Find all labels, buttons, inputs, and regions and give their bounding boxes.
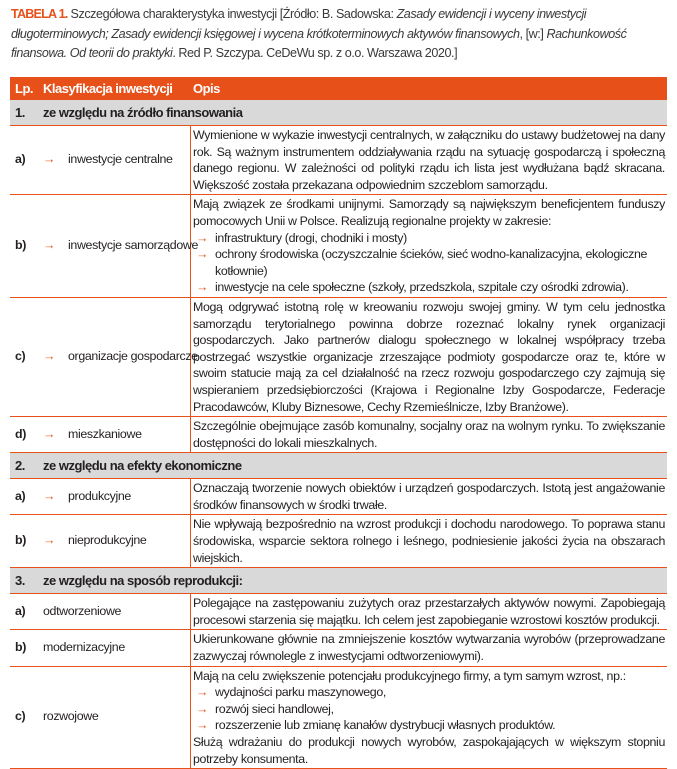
header-opis: Opis xyxy=(193,81,220,96)
row-lp: b) xyxy=(15,533,26,548)
header-lp: Lp. xyxy=(15,81,33,96)
arrow-icon: → xyxy=(43,238,56,253)
arrow-icon: → xyxy=(43,349,56,364)
arrow-icon: → xyxy=(196,230,209,245)
row-description xyxy=(193,630,667,665)
arrow-icon: → xyxy=(43,152,56,167)
section-title: ze względu na efekty ekonomiczne xyxy=(43,458,242,474)
column-divider xyxy=(190,515,191,567)
row-classification: inwestycje centralne xyxy=(68,152,173,167)
column-divider xyxy=(190,417,191,452)
section-title: ze względu na sposób reprodukcji: xyxy=(43,573,243,589)
arrow-icon: → xyxy=(43,533,56,548)
row-description xyxy=(193,594,667,629)
section-header xyxy=(10,453,667,479)
list-item-text: ochrony środowiska (oczyszczalnie ścieków, sieć wodno-kanalizacyjna, ekologiczne kotłownie) xyxy=(215,247,648,278)
caption-title-2: Rachunkowość finansowa. Od teorii do praktyki xyxy=(11,26,627,60)
list-item-text: rozszerzenie lub zmianę kanałów dystrybucji własnych produktów. xyxy=(215,718,556,733)
section-header xyxy=(10,568,667,594)
column-divider xyxy=(190,630,191,665)
description-list xyxy=(193,684,665,734)
row-lp: a) xyxy=(15,152,26,167)
column-divider xyxy=(190,479,191,514)
table-row xyxy=(10,298,667,417)
arrow-icon: → xyxy=(196,718,209,733)
table-header xyxy=(10,77,667,100)
row-lp: a) xyxy=(15,488,26,503)
row-lp: c) xyxy=(15,709,26,724)
description-text: Mają na celu zwiększenie potencjału produkcyjnego firmy, a tym samym wzrost, np.: xyxy=(193,668,626,683)
row-lp: d) xyxy=(15,426,26,441)
caption-text-3: . Red P. Szczypa. CeDeWu sp. z o.o. Warszawa 2020.] xyxy=(172,46,458,60)
description-text: Polegające na zastępowaniu zużytych oraz przestarzałych aktywów nowymi. Zapobiegają procesowi starzenia się majątku. Ich celem jest zapobieganie wzrostowi kosztów produkcji. xyxy=(193,596,665,627)
header-klasyfikacja: Klasyfikacja inwestycji xyxy=(43,81,173,96)
row-description xyxy=(193,126,667,194)
section-number: 1. xyxy=(15,105,25,120)
arrow-icon: → xyxy=(43,488,56,503)
arrow-icon: → xyxy=(196,247,209,262)
table-row xyxy=(10,417,667,453)
table-row xyxy=(10,630,667,666)
table-row xyxy=(10,594,667,630)
investment-table xyxy=(10,77,667,769)
list-item-text: infrastruktury (drogi, chodniki i mosty) xyxy=(215,230,407,245)
list-item-text: wydajności parku maszynowego, xyxy=(215,685,386,700)
section-number: 3. xyxy=(15,573,25,589)
row-description xyxy=(193,479,667,514)
row-description xyxy=(193,515,667,567)
list-item-text: inwestycje na cele społeczne (szkoły, przedszkola, szpitale czy ośrodki zdrowia). xyxy=(215,280,629,295)
description-list xyxy=(193,230,665,296)
row-description xyxy=(193,417,667,452)
arrow-icon: → xyxy=(196,685,209,700)
row-lp: c) xyxy=(15,349,26,364)
description-text: Oznaczają tworzenie nowych obiektów i urządzeń gospodarczych. Istotą jest angażowanie środków finansowych w środki trwałe. xyxy=(193,481,665,512)
row-classification: produkcyjne xyxy=(68,488,131,503)
arrow-icon: → xyxy=(43,426,56,441)
description-list-item xyxy=(193,684,665,701)
row-classification: organizacje gospodarcze xyxy=(68,349,198,364)
column-divider xyxy=(190,594,191,629)
table-row xyxy=(10,515,667,568)
column-divider xyxy=(190,667,191,769)
table-row xyxy=(10,667,667,769)
section-title: ze względu na źródło finansowania xyxy=(43,105,243,120)
description-text: Mogą odgrywać istotną rolę w kreowaniu rozwoju swojej gminy. W tym celu jednostka samorządu terytorialnego powinna dobrze rozeznać lokalny rynek organizacji gospodarczych. Jako partnerów dialogu społecznego w lokalnej współpracy trzeba postrzegać wszystkie organizacje zrzeszające podmioty gospodarcze oraz te, które w swoim statucie mają za cel działalność na rzecz rozwoju gospodarczego czy zajmują się wspieraniem przedsiębiorczości (Krajowa i Regionalne Izby Gospodarcze, Federacje Pracodawców, Kluby Biznesowe, Cechy Rzemieślnicze, Izby Branżowe). xyxy=(193,299,665,414)
row-classification: inwestycje samorządowe xyxy=(68,238,199,253)
row-classification: rozwojowe xyxy=(43,709,99,724)
row-classification: modernizacyjne xyxy=(43,640,125,655)
row-lp: b) xyxy=(15,640,26,655)
section-number: 2. xyxy=(15,458,25,474)
description-list-item xyxy=(193,717,665,734)
table-caption xyxy=(11,5,671,64)
section-header xyxy=(10,100,667,126)
row-description xyxy=(193,195,667,297)
description-text: Mają związek ze środkami unijnymi. Samorządy są największym beneficjentem funduszy pomocowych Unii w Polsce. Realizują regionalne projekty w zakresie: xyxy=(193,197,665,228)
description-list-item xyxy=(193,701,665,718)
description-list-item xyxy=(193,279,665,296)
row-lp: b) xyxy=(15,238,26,253)
caption-text-1: Szczegółowa charakterystyka inwestycji [Źródło: B. Sadowska: xyxy=(67,7,397,21)
caption-text-2: , [w:] xyxy=(519,26,547,41)
row-classification: mieszkaniowe xyxy=(68,426,142,441)
arrow-icon: → xyxy=(196,280,209,295)
table-row xyxy=(10,479,667,515)
row-classification: odtworzeniowe xyxy=(43,603,122,618)
table-row xyxy=(10,195,667,298)
description-text: Ukierunkowane głównie na zmniejszenie kosztów wytwarzania wyrobów (przeprowadzane zazwyczaj równolegle z inwestycjami odtworzeniowymi). xyxy=(193,632,665,664)
row-description xyxy=(193,667,667,769)
description-list-item xyxy=(193,246,665,279)
caption-title-1: Zasady ewidencji i wyceny inwestycji długoterminowych; Zasady ewidencji księgowej i wycena krótkoterminowych aktywów finansowych xyxy=(11,7,587,41)
description-text-after: Służą wdrażaniu do produkcji nowych wyrobów, zaspokajających w większym stopniu potrzeby konsumenta. xyxy=(193,735,665,766)
caption-label: TABELA 1. xyxy=(11,7,68,21)
description-text: Szczególnie obejmujące zasób komunalny, socjalny oraz na wolnym rynku. To zwiększanie dostępności do lokali mieszkalnych. xyxy=(193,419,665,450)
row-classification: nieprodukcyjne xyxy=(68,533,147,548)
arrow-icon: → xyxy=(196,701,209,716)
description-text: Wymienione w wykazie inwestycji centralnych, w załączniku do ustawy budżetowej na dany rok. Są ważnym instrumentem oddziaływania rządu na sytuację gospodarczą i społeczną danego regionu. W zależności od polityki rządu ich lista jest wydłużana bądź skracana. Większość została przekazana odpowiednim szczeblom samorządu. xyxy=(193,128,665,192)
column-divider xyxy=(190,126,191,194)
list-item-text: rozwój sieci handlowej, xyxy=(215,701,334,716)
row-lp: a) xyxy=(15,603,26,618)
table-row xyxy=(10,126,667,195)
description-list-item xyxy=(193,230,665,247)
description-text: Nie wpływają bezpośrednio na wzrost produkcji i dochodu narodowego. To poprawa stanu środowiska, wsparcie sektora rolnego i leśnego, podniesienie jakości życia na obszarach wiejskich. xyxy=(193,517,665,565)
row-description xyxy=(193,298,667,416)
